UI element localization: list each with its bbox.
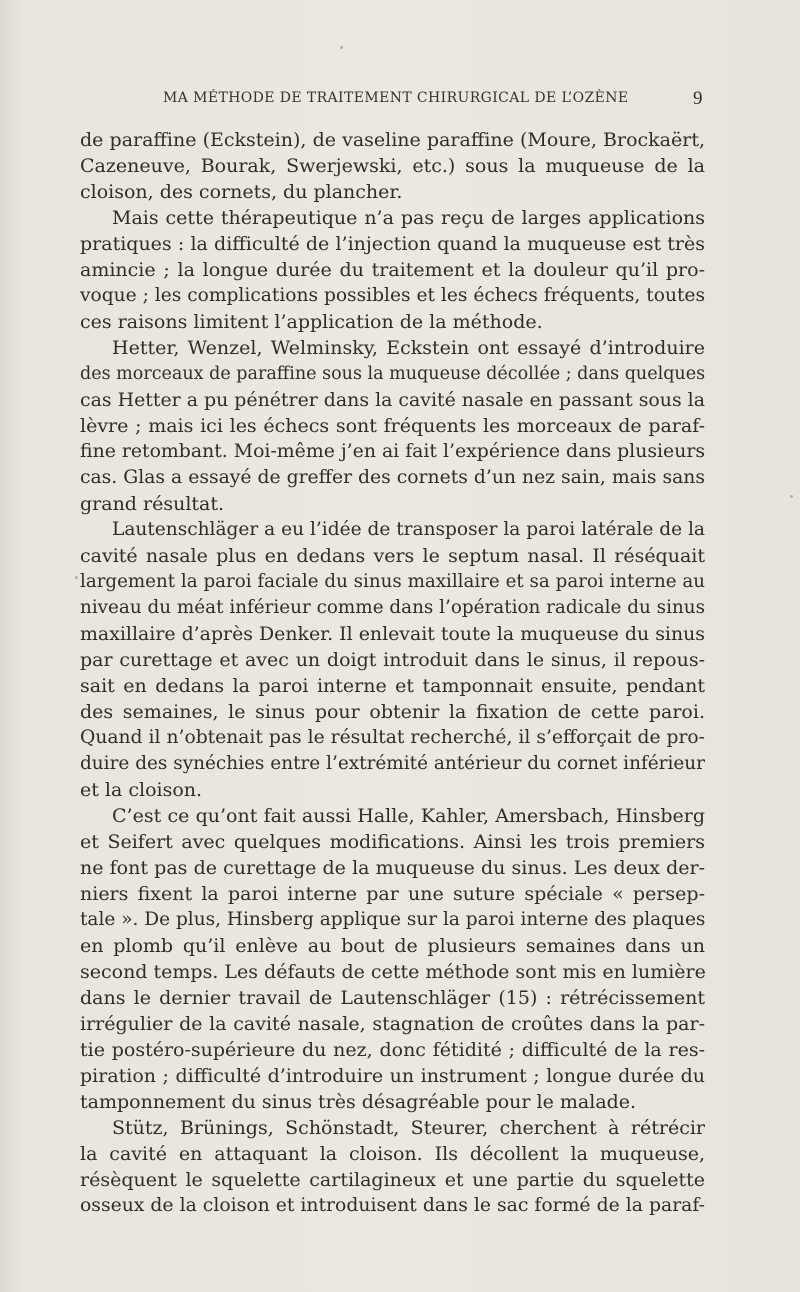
text-line: second temps. Les défauts de cette méthode sont mis en lumière — [80, 961, 706, 983]
text-line: la cavité en attaquant la cloison. Ils décollent la muqueuse, — [80, 1143, 705, 1165]
text-line: résèquent le squelette cartilagineux et une partie du squelette — [80, 1169, 705, 1191]
text-line: duire des synéchies entre l’extrémité antérieur du cornet inférieur — [80, 753, 705, 774]
text-line: de paraffine (Eckstein), de vaseline paraffine (Moure, Brockaërt, — [80, 129, 705, 151]
text-line: sait en dedans la paroi interne et tamponnait ensuite, pendant — [80, 675, 705, 697]
text-line: cavité nasale plus en dedans vers le septum nasal. Il réséquait — [80, 545, 705, 567]
paper-speck — [340, 46, 343, 49]
paper-speck — [790, 495, 793, 498]
paragraph-first-line: C’est ce qu’ont fait aussi Halle, Kahler, Amersbach, Hinsberg — [112, 805, 705, 827]
text-line: fine retombant. Moi-même j’en ai fait l’expérience dans plusieurs — [80, 441, 706, 462]
text-line: tamponnement du sinus très désagréable pour le malade. — [80, 1091, 637, 1113]
text-line: pratiques : la difficulté de l’injection quand la muqueuse est très — [80, 233, 705, 255]
text-line: cas. Glas a essayé de greffer des cornets d’un nez sain, mais sans — [80, 467, 705, 488]
text-line: par curettage et avec un doigt introduit dans le sinus, il repous- — [80, 649, 705, 671]
text-line: piration ; difficulté d’introduire un instrument ; longue durée du — [80, 1065, 705, 1087]
text-line: tie postéro-supérieure du nez, donc fétidité ; difficulté de la res- — [80, 1039, 705, 1061]
text-line: tale ». De plus, Hinsberg applique sur la paroi interne des plaques — [80, 909, 706, 930]
text-line: maxillaire d’après Denker. Il enlevait toute la muqueuse du sinus — [80, 623, 705, 645]
text-line: largement la paroi faciale du sinus maxillaire et sa paroi interne au — [80, 571, 705, 592]
text-line: et la cloison. — [80, 779, 203, 801]
text-line: en plomb qu’il enlève au bout de plusieurs semaines dans un — [80, 935, 705, 957]
text-line: lèvre ; mais ici les échecs sont fréquents les morceaux de paraf- — [80, 415, 705, 437]
paragraph-first-line: Lautenschläger a eu l’idée de transposer la paroi latérale de la — [112, 519, 705, 540]
text-line: Quand il n’obtenait pas le résultat recherché, il s’efforçait de pro- — [80, 727, 705, 748]
text-line: niveau du méat inférieur comme dans l’opération radicale du sinus — [80, 597, 705, 618]
text-line: irrégulier de la cavité nasale, stagnation de croûtes dans la par- — [80, 1013, 705, 1035]
text-line: grand résultat. — [80, 493, 225, 515]
text-line: niers fixent la paroi interne par une suture spéciale « persep- — [80, 883, 705, 905]
running-title: MA MÉTHODE DE TRAITEMENT CHIRURGICAL DE L’OZÈNE — [163, 90, 629, 106]
text-line: amincie ; la longue durée du traitement et la douleur qu’il pro- — [80, 259, 705, 281]
text-line: dans le dernier travail de Lautenschläger (15) : rétrécissement — [80, 987, 705, 1009]
text-line: et Seifert avec quelques modifications. Ainsi les trois premiers — [80, 831, 705, 853]
text-line: cloison, des cornets, du plancher. — [80, 181, 403, 203]
text-line: ne font pas de curettage de la muqueuse du sinus. Les deux der- — [80, 857, 705, 879]
text-line: ces raisons limitent l’application de la méthode. — [80, 311, 543, 333]
paragraph-first-line: Hetter, Wenzel, Welminsky, Eckstein ont essayé d’introduire — [112, 337, 705, 359]
text-line: des morceaux de paraffine sous la muqueuse décollée ; dans quelques — [80, 364, 706, 384]
text-line: osseux de la cloison et introduisent dans le sac formé de la paraf- — [80, 1195, 705, 1216]
text-line: cas Hetter a pu pénétrer dans la cavité nasale en passant sous la — [80, 389, 705, 411]
paragraph-first-line: Stütz, Brünings, Schönstadt, Steurer, cherchent à rétrécir — [112, 1117, 705, 1139]
text-line: Cazeneuve, Bourak, Swerjewski, etc.) sous la muqueuse de la — [80, 155, 705, 177]
page-header — [0, 90, 800, 114]
paper-speck — [75, 576, 78, 579]
page-number: 9 — [693, 88, 703, 109]
text-line: voque ; les complications possibles et les échecs fréquents, toutes — [80, 285, 705, 306]
paragraph-first-line: Mais cette thérapeutique n’a pas reçu de larges applications — [112, 207, 705, 229]
text-line: des semaines, le sinus pour obtenir la fixation de cette paroi. — [80, 701, 705, 723]
